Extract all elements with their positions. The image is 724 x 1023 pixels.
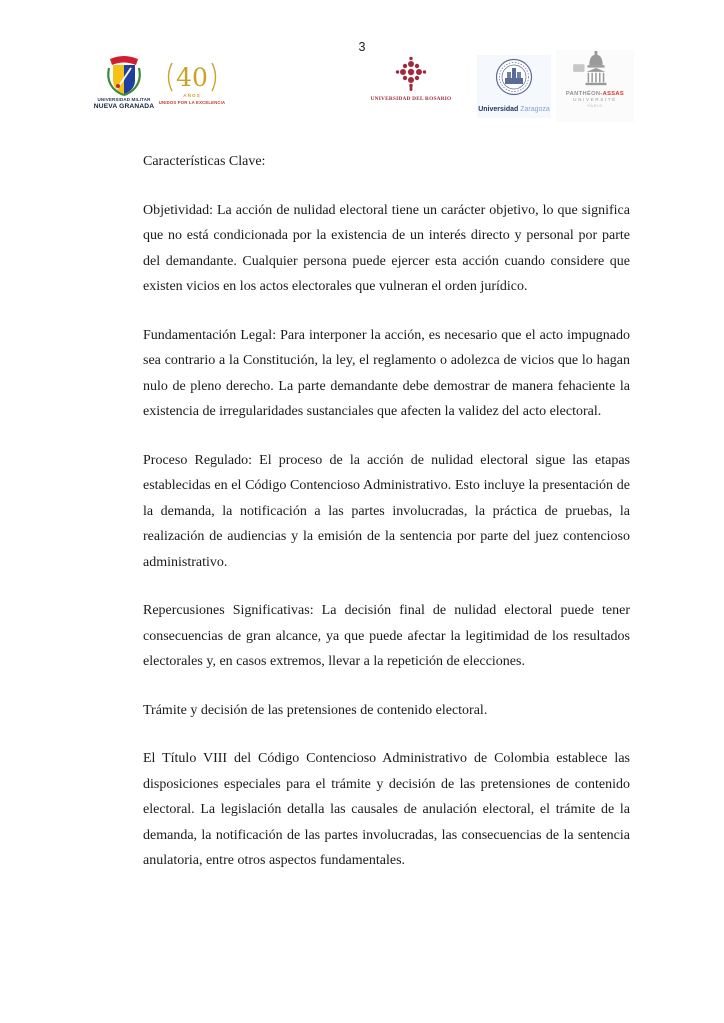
umng-name-line1: UNIVERSIDAD MILITAR <box>97 97 151 102</box>
document-body <box>143 149 630 897</box>
assas-name-red: -ASSAS <box>600 90 625 97</box>
paragraph-tramite-decision: Trámite y decisión de las pretensiones de contenido electoral. <box>143 702 488 718</box>
rosario-emblem-icon <box>394 55 428 93</box>
zaragoza-logo <box>477 55 551 118</box>
pantheon-building-icon <box>571 50 619 88</box>
paragraph-objetividad: Objetividad: La acción de nulidad electoral tiene un carácter objetivo, lo que significa que no está condicionada por la existencia de un interés directo y personal por parte del demandante. Cualquier persona puede ejercer esta acción cuando considere que existen vicios en los actos electorales que vulneran el orden jurídico. <box>143 202 630 294</box>
assas-paris-label: PARIS <box>587 104 603 109</box>
anniversary-40-logo <box>158 61 226 113</box>
zaragoza-seal-icon <box>495 58 533 96</box>
rosario-caption: UNIVERSIDAD DEL ROSARIO <box>370 96 452 102</box>
umng-name-line2: NUEVA GRANADA <box>93 102 155 110</box>
anniversary-number-row <box>161 61 223 93</box>
zaragoza-caption-regular: Zaragoza <box>520 106 550 113</box>
page-number: 3 <box>358 40 366 54</box>
anniversary-years-label: AÑOS <box>183 93 201 99</box>
zaragoza-caption <box>478 106 550 113</box>
umng-shield-icon <box>104 53 144 97</box>
zaragoza-caption-bold: Universidad <box>478 106 519 113</box>
section-heading: Características Clave: <box>143 154 266 169</box>
anniversary-number: 40 <box>176 62 208 92</box>
paragraph-repercusiones: Repercusiones Significativas: La decisión final de nulidad electoral puede tener consecuencias de gran alcance, ya que puede afectar la legitimidad de los resultados electorales y, en casos extremos, llevar a la repetición de elecciones. <box>143 603 630 669</box>
laurel-right-icon <box>211 62 220 92</box>
assas-name <box>566 90 624 97</box>
paragraph-titulo-viii: El Título VIII del Código Contencioso Administrativo de Colombia establece las disposiciones especiales para el trámite y decisión de las pretensiones de contenido electoral. La legislación detalla las causales de anulación electoral, el trámite de la demanda, la notificación de las partes involucradas, las consecuencias de la sentencia anulatoria, entre otros aspectos fundamentales. <box>143 751 630 868</box>
pantheon-assas-logo <box>556 50 634 122</box>
laurel-left-icon <box>164 62 173 92</box>
paragraph-fundamentacion-legal: Fundamentación Legal: Para interponer la acción, es necesario que el acto impugnado sea contrario a la Constitución, la ley, el reglamento o adolezca de vicios que lo hagan nulo de pleno derecho. La parte demandante debe demostrar de manera fehaciente la existencia de irregularidades sustanciales que afecten la validez del acto electoral. <box>143 327 630 419</box>
paragraph-proceso-regulado: Proceso Regulado: El proceso de la acción de nulidad electoral sigue las etapas establecidas en el Código Contencioso Administrativo. Esto incluye la presentación de la demanda, la notificación a las partes involucradas, la práctica de pruebas, la realización de audiencias y la emisión de la sentencia por parte del juez contencioso administrativo. <box>143 452 630 570</box>
umng-logo <box>93 53 155 115</box>
assas-universite-label: UNIVERSITÉ <box>573 97 617 103</box>
rosario-logo <box>370 55 452 117</box>
assas-name-grey: PANTHÉON <box>565 90 601 97</box>
anniversary-motto: UNIDOS POR LA EXCELENCIA <box>158 100 226 105</box>
